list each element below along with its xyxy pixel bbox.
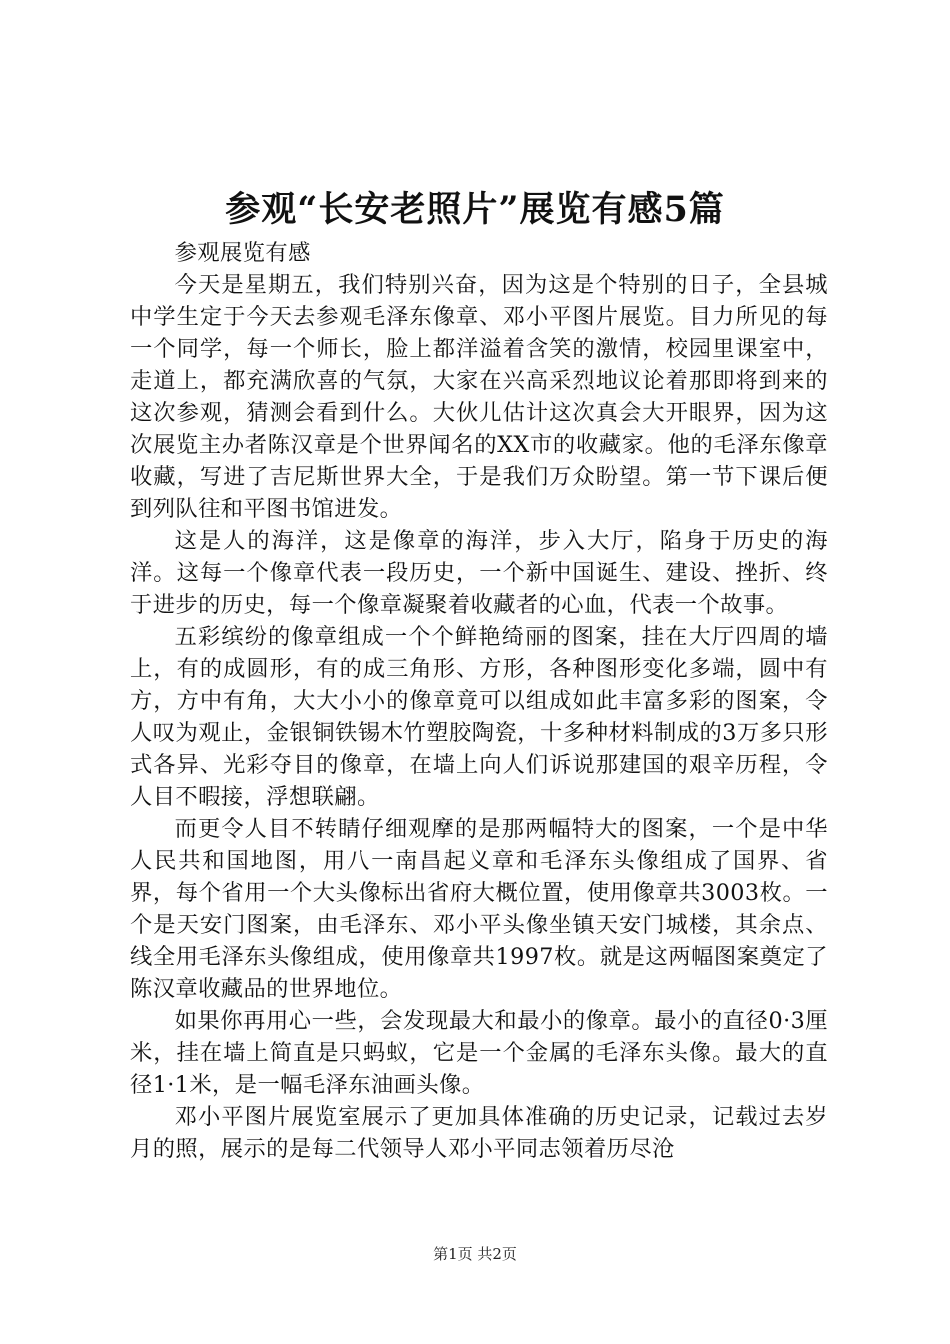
paragraph-subtitle: 参观展览有感	[174, 240, 311, 266]
paragraph: 今天是星期五，我们特别兴奋，因为这是个特别的日子，全县城中学生定于今天去参观毛泽东像章、邓小平图片展览。目力所见的每一个同学，每一个师长，脸上都洋溢着含笑的激情，校园里课室中，走道上，都充满欣喜的气氛，大家在兴高采烈地议论着那即将到来的这次参观，猜测会看到什么。大伙儿估计这次真会大开眼界，因为这次展览主办者陈汉章是个世界闻名的XX市的收藏家。他的毛泽东像章收藏，写进了吉尼斯世界大全，于是我们万众盼望。第一节下课后便到列队往和平图书馆进发。	[130, 272, 828, 522]
paragraph: 而更令人目不转睛仔细观摩的是那两幅特大的图案，一个是中华人民共和国地图，用八一南昌起义章和毛泽东头像组成了国界、省界，每个省用一个大头像标出省府大概位置，使用像章共3003枚。一个是天安门图案，由毛泽东、邓小平头像坐镇天安门城楼，其余点、线全用毛泽东头像组成，使用像章共1997枚。就是这两幅图案奠定了陈汉章收藏品的世界地位。	[130, 816, 828, 1002]
paragraph: 邓小平图片展览室展示了更加具体准确的历史记录，记载过去岁月的照，展示的是每二代领导人邓小平同志领着历尽沧	[130, 1104, 828, 1162]
page-number-footer: 第1页 共2页	[433, 1245, 517, 1263]
document-body	[130, 237, 828, 1165]
paragraph: 五彩缤纷的像章组成一个个鲜艳绮丽的图案，挂在大厅四周的墙上，有的成圆形，有的成三角形、方形，各种图形变化多端，圆中有方，方中有角，大大小小的像章竟可以组成如此丰富多彩的图案，令人叹为观止，金银铜铁锡木竹塑胶陶瓷，十多种材料制成的3万多只形式各异、光彩夺目的像章，在墙上向人们诉说那建国的艰辛历程，令人目不暇接，浮想联翩。	[130, 624, 828, 810]
paragraph: 这是人的海洋，这是像章的海洋，步入大厅，陷身于历史的海洋。这每一个像章代表一段历史，一个新中国诞生、建设、挫折、终于进步的历史，每一个像章凝聚着收藏者的心血，代表一个故事。	[130, 528, 828, 618]
document-title: 参观“长安老照片”展览有感5篇	[225, 189, 725, 230]
paragraph: 如果你再用心一些，会发现最大和最小的像章。最小的直径0·3厘米，挂在墙上简直是只蚂蚁，它是一个金属的毛泽东头像。最大的直径1·1米，是一幅毛泽东油画头像。	[130, 1008, 828, 1098]
